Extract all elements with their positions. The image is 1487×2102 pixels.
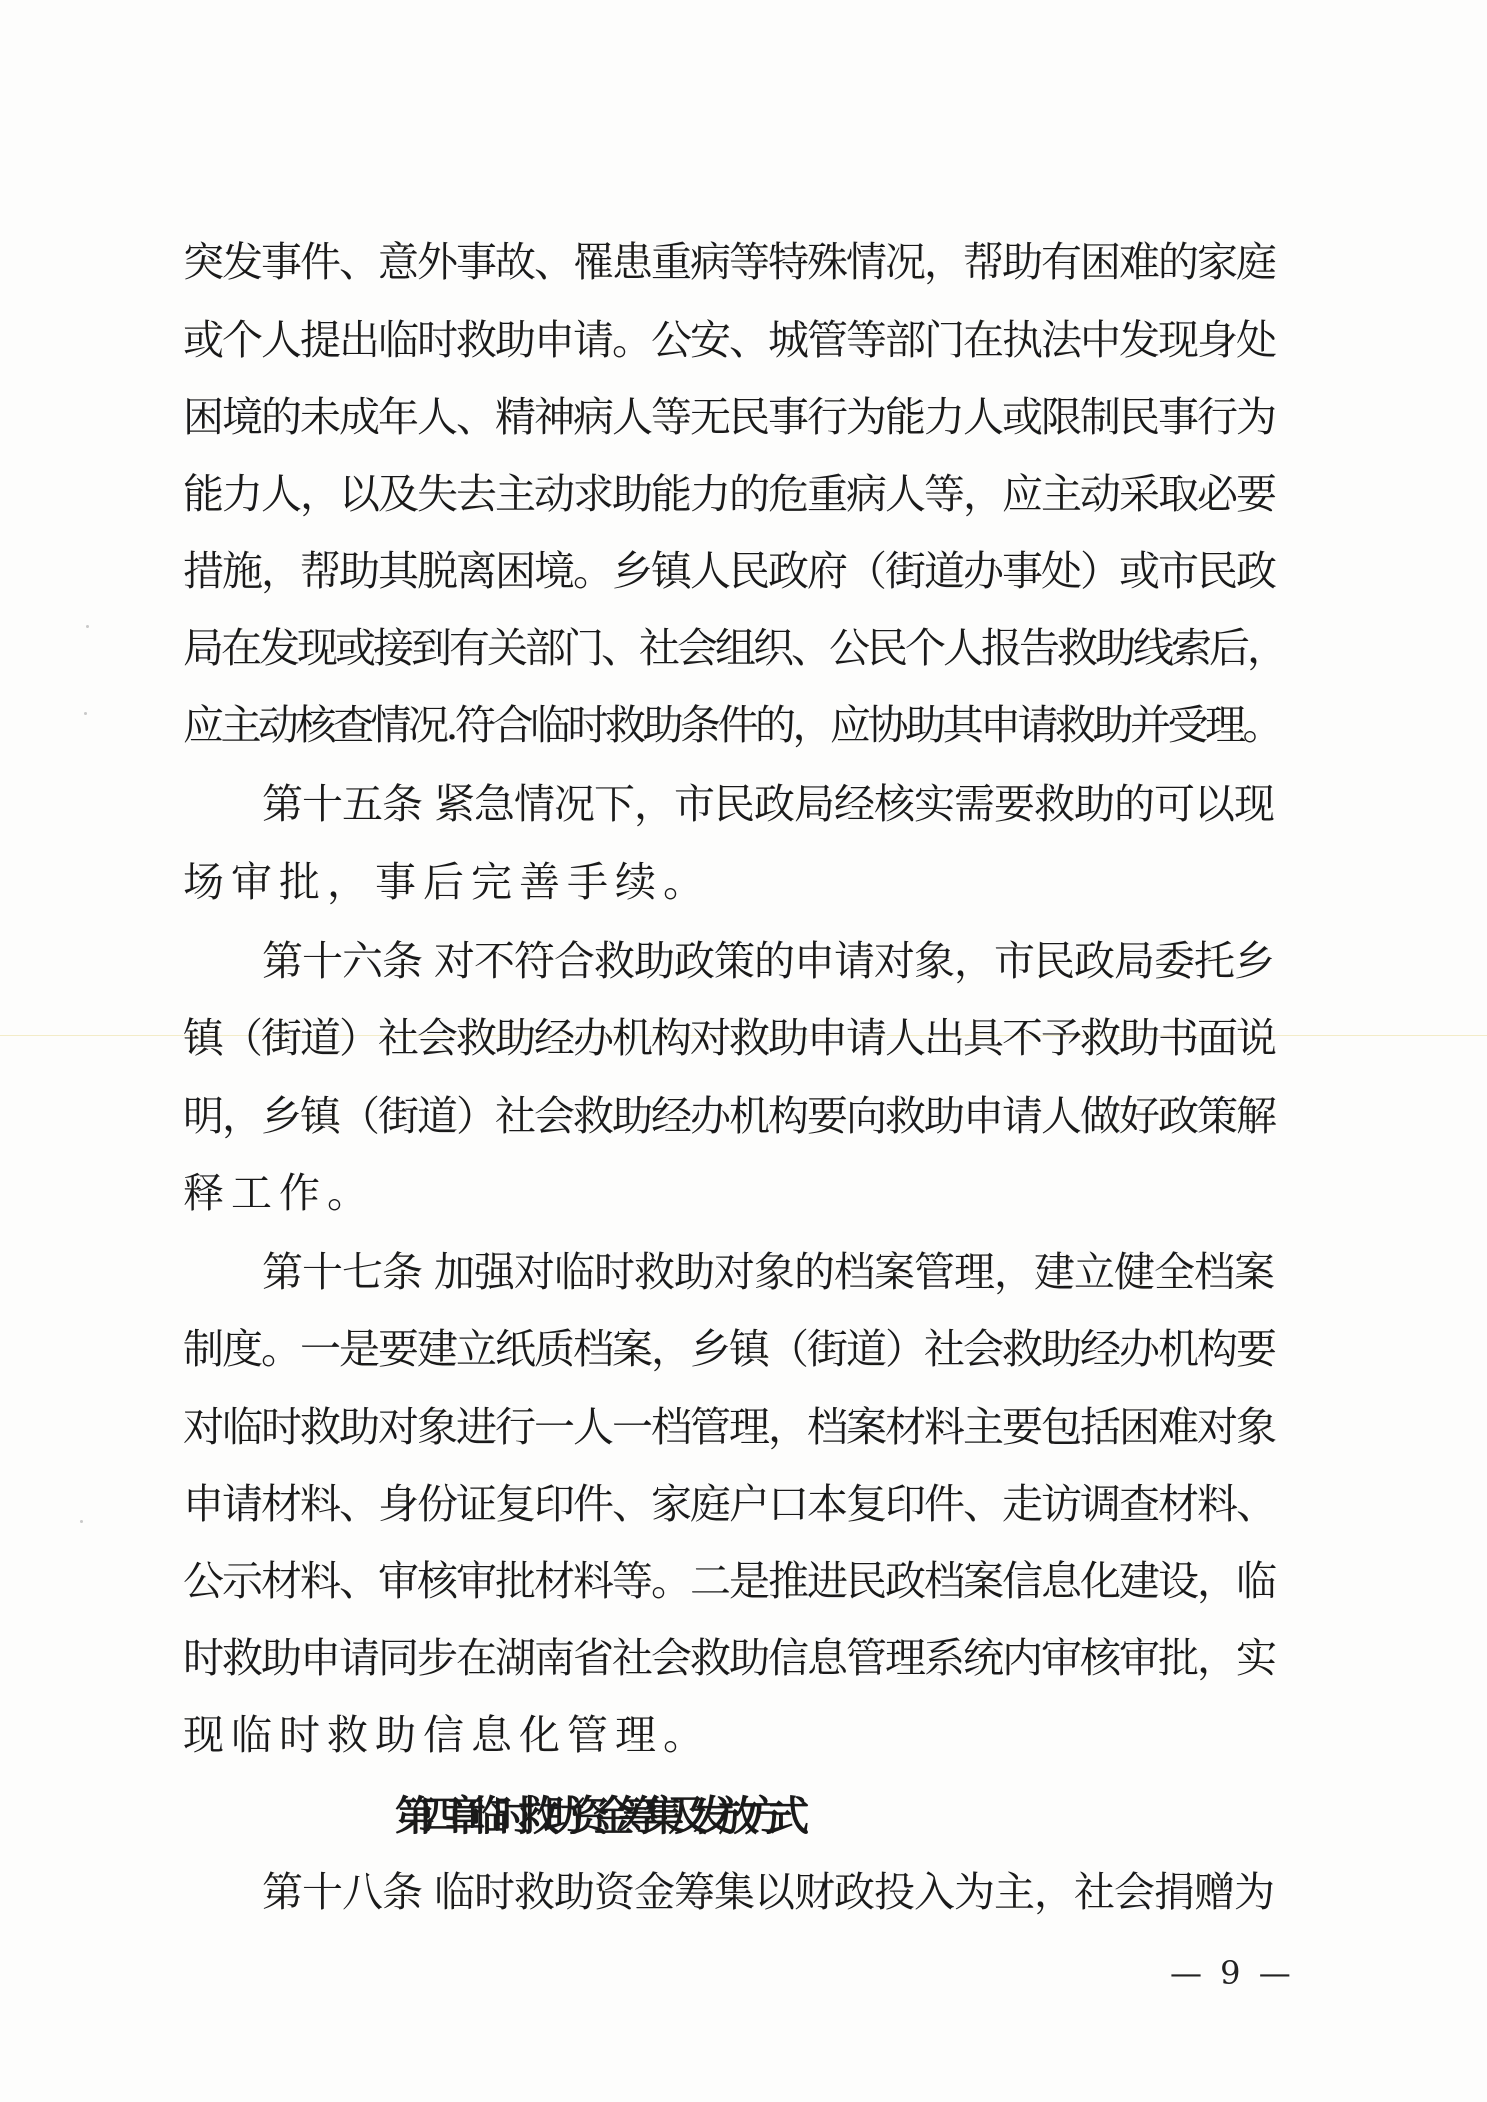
article-17-line: 第十七条 加强对临时救助对象的档案管理，建立健全档案 [262,1248,1275,1296]
page-number: — 9 — [1170,1954,1295,1992]
scan-speck [84,712,87,715]
body-line: 措施，帮助其脱离困境。乡镇人民政府（街道办事处）或市民政 [183,547,1275,595]
body-line: 时救助申请同步在湖南省社会救助信息管理系统内审核审批，实 [183,1634,1275,1682]
article-15-line: 第十五条 紧急情况下，市民政局经核实需要救助的可以现 [262,780,1275,828]
article-18-line: 第十八条 临时救助资金筹集以财政投入为主，社会捐赠为 [262,1868,1275,1916]
body-line: 或个人提出临时救助申请。公安、城管等部门在执法中发现身处 [183,316,1275,364]
body-line: 能力人，以及失去主动求助能力的危重病人等，应主动采取必要 [183,470,1275,518]
body-line: 制度。一是要建立纸质档案，乡镇（街道）社会救助经办机构要 [183,1325,1275,1373]
body-line: 现临时救助信息化管理。 [183,1711,711,1759]
body-line: 困境的未成年人、精神病人等无民事行为能力人或限制民事行为 [183,393,1275,441]
body-line: 对临时救助对象进行一人一档管理，档案材料主要包括困难对象 [183,1403,1275,1451]
body-line: 释工作。 [183,1169,375,1217]
body-line: 镇（街道）社会救助经办机构对救助申请人出具不予救助书面说 [183,1014,1275,1062]
article-16-line: 第十六条 对不符合救助政策的申请对象，市民政局委托乡 [262,937,1275,985]
scan-speck [80,1520,83,1523]
body-line: 公示材料、审核审批材料等。二是推进民政档案信息化建设，临 [183,1557,1275,1605]
body-line: 突发事件、意外事故、罹患重病等特殊情况，帮助有困难的家庭 [183,238,1275,286]
body-line: 申请材料、身份证复印件、家庭户口本复印件、走访调查材料、 [183,1480,1275,1528]
body-line: 明，乡镇（街道）社会救助经办机构要向救助申请人做好政策解 [183,1092,1275,1140]
body-line: 局在发现或接到有关部门、社会组织、公民个人报告救助线索后， [183,624,1285,672]
scan-speck [86,625,89,628]
body-line: 场审批，事后完善手续。 [183,858,711,906]
body-line: 应主动核查情况.符合临时救助条件的，应协助其申请救助并受理。 [183,701,1281,749]
chapter-heading: 第四章 临时救助资金筹集及发放方式 [395,1792,794,1840]
